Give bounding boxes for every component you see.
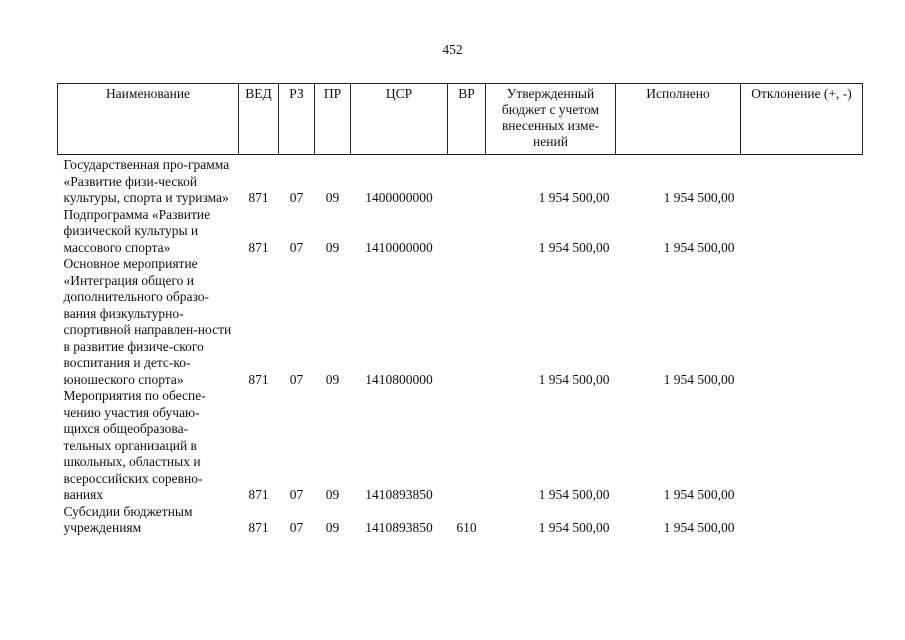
row-vr [448, 388, 486, 504]
row-vr: 610 [456, 520, 477, 535]
row-csr: 1410000000 [365, 239, 433, 255]
row-ved: 871 [248, 371, 269, 387]
budget-execution-table [57, 83, 863, 537]
row-rz: 07 [289, 487, 304, 502]
table-row [58, 256, 863, 388]
table-header [58, 84, 863, 155]
row-executed: 1 954 500,00 [663, 190, 735, 205]
row-pr: 09 [325, 371, 340, 387]
row-csr: 1400000000 [365, 190, 433, 205]
row-vr [448, 207, 486, 257]
header-deviation: Отклонение (+, -) [741, 84, 863, 155]
page-number: 452 [442, 42, 463, 57]
row-rz: 07 [289, 239, 304, 255]
row-rz: 07 [289, 190, 304, 205]
table-body [58, 155, 863, 537]
row-vr [448, 155, 486, 207]
header-csr: ЦСР [351, 84, 448, 155]
header-pr: ПР [315, 84, 351, 155]
row-pr: 09 [325, 487, 340, 502]
row-deviation [741, 504, 863, 537]
row-pr: 09 [325, 190, 340, 205]
table-row [58, 388, 863, 504]
row-budget: 1 954 500,00 [538, 190, 610, 205]
row-pr: 09 [325, 520, 340, 535]
header-name: Наименование [58, 84, 239, 155]
table-row [58, 155, 863, 207]
row-pr: 09 [325, 239, 340, 255]
row-name: Основное мероприятие «Интеграция общего и дополнительного образо-вания физкультурно-спортивной направлен-ности в развитие физиче-ского воспитания и детс-ко-юношеского спорта» [63, 256, 232, 387]
row-deviation [741, 388, 863, 504]
row-ved: 871 [248, 487, 269, 502]
row-rz: 07 [289, 371, 304, 387]
row-name: Субсидии бюджетным учреждениям [63, 503, 193, 535]
header-vr: ВР [448, 84, 486, 155]
row-executed: 1 954 500,00 [663, 371, 735, 387]
row-budget: 1 954 500,00 [538, 487, 610, 502]
row-executed: 1 954 500,00 [663, 520, 735, 535]
row-budget: 1 954 500,00 [538, 371, 610, 387]
row-executed: 1 954 500,00 [663, 239, 735, 255]
row-rz: 07 [289, 520, 304, 535]
row-executed: 1 954 500,00 [663, 487, 735, 502]
row-name: Мероприятия по обеспе-чению участия обучаю-щихся общеобразова-тельных организаций в школьных, областных и всероссийских соревно-ваниях [63, 388, 206, 502]
row-ved: 871 [248, 239, 269, 255]
row-csr: 1410800000 [365, 371, 433, 387]
table-row [58, 207, 863, 257]
row-ved: 871 [248, 190, 269, 205]
row-csr: 1410893850 [365, 520, 433, 535]
row-name: Государственная про-грамма «Развитие физи-ческой культуры, спорта и туризма» [63, 157, 230, 205]
header-executed: Исполнено [616, 84, 741, 155]
row-budget: 1 954 500,00 [538, 239, 610, 255]
row-deviation [741, 256, 863, 388]
table-row [58, 504, 863, 537]
row-name: Подпрограмма «Развитие физической культуры и массового спорта» [63, 206, 211, 255]
row-budget: 1 954 500,00 [538, 520, 610, 535]
header-rz: РЗ [279, 84, 315, 155]
row-ved: 871 [248, 520, 269, 535]
row-deviation [741, 207, 863, 257]
header-ved: ВЕД [239, 84, 279, 155]
header-budget: Утвержденный бюджет с учетом внесенных изме-нений [486, 84, 616, 155]
row-vr [448, 256, 486, 388]
row-deviation [741, 155, 863, 207]
row-csr: 1410893850 [365, 487, 433, 502]
